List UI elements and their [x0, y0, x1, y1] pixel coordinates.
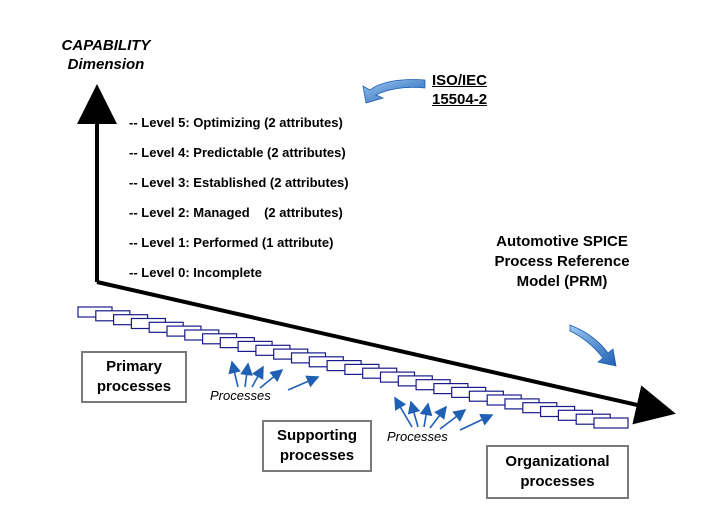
pointer-arrow — [232, 362, 238, 387]
pointer-arrow — [460, 415, 492, 430]
primary-line2: processes — [96, 378, 172, 395]
pointer-arrow — [430, 407, 446, 428]
prm-label — [467, 232, 657, 292]
level-1: -- Level 1: Performed (1 attribute) — [129, 235, 334, 250]
processes-label-left: Processes — [210, 388, 271, 403]
pointer-arrow — [395, 398, 412, 427]
processes-label-right: Processes — [387, 429, 448, 444]
primary-line1: Primary — [106, 358, 162, 375]
supporting-line1: Supporting — [277, 427, 357, 444]
iso-line2: 15504-2 — [432, 91, 488, 108]
pointer-arrow — [411, 402, 418, 427]
supporting-processes-box — [262, 420, 372, 472]
prm-curved-arrow — [570, 325, 616, 366]
pointer-arrow — [260, 370, 282, 388]
primary-processes-box — [81, 351, 187, 403]
capability-levels-list — [129, 116, 349, 296]
pointer-arrow — [245, 364, 248, 387]
organizational-line1: Organizational — [505, 453, 610, 470]
level-0: -- Level 0: Incomplete — [129, 265, 262, 280]
iso-line1: ISO/IEC — [432, 72, 488, 89]
level-2: -- Level 2: Managed (2 attributes) — [129, 205, 343, 220]
iso-curved-arrow — [363, 79, 425, 103]
pointer-arrow — [440, 410, 465, 429]
level-3: -- Level 3: Established (2 attributes) — [129, 175, 349, 190]
iso-standard-label — [432, 71, 487, 109]
pointer-arrow — [288, 377, 318, 390]
prm-line3: Model (PRM) — [516, 273, 608, 290]
process-box — [594, 418, 628, 428]
level-4: -- Level 4: Predictable (2 attributes) — [129, 145, 346, 160]
capability-axis-title — [46, 36, 166, 74]
axis-title-line1: CAPABILITY — [61, 37, 151, 54]
supporting-line2: processes — [279, 447, 355, 464]
organizational-processes-box — [486, 445, 629, 499]
level-5: -- Level 5: Optimizing (2 attributes) — [129, 115, 343, 130]
pointer-arrow — [252, 367, 263, 387]
axis-title-line2: Dimension — [67, 56, 145, 73]
prm-line2: Process Reference — [494, 253, 630, 270]
organizational-line2: processes — [520, 473, 595, 490]
pointer-arrow — [424, 404, 428, 427]
prm-line1: Automotive SPICE — [496, 233, 628, 250]
